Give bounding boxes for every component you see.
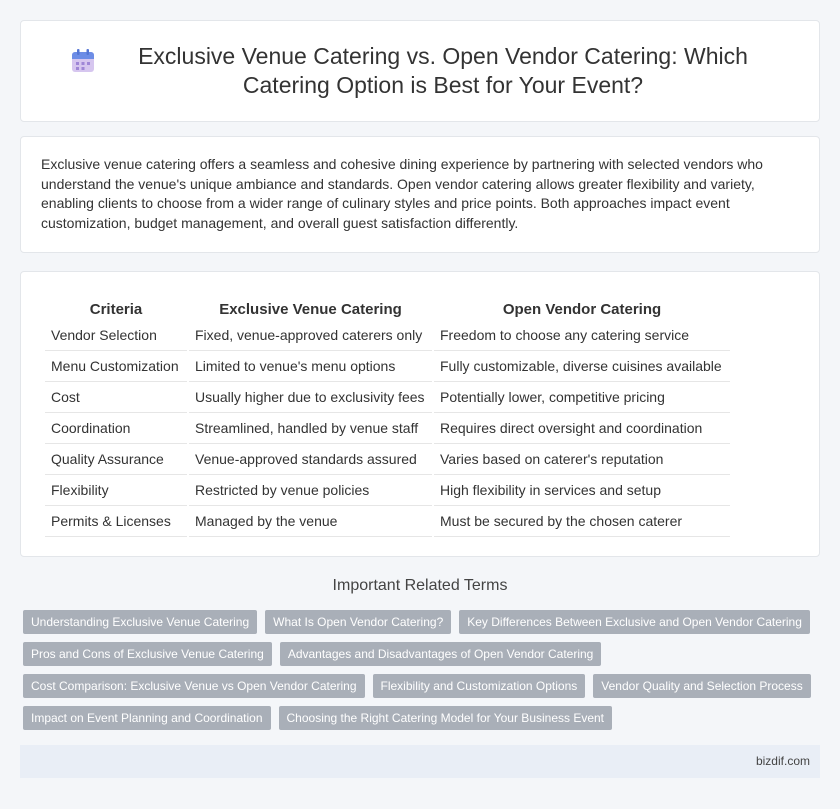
related-term-tag[interactable]: Vendor Quality and Selection Process	[593, 674, 810, 698]
table-cell: Flexibility	[45, 475, 187, 506]
header-card	[20, 20, 820, 122]
table-row	[45, 444, 730, 475]
comparison-table	[43, 294, 732, 537]
table-cell: Restricted by venue policies	[189, 475, 432, 506]
related-term-tag[interactable]: Key Differences Between Exclusive and Open Vendor Catering	[459, 610, 810, 634]
tag-row	[23, 642, 823, 666]
related-term-tag[interactable]: Advantages and Disadvantages of Open Vendor Catering	[280, 642, 602, 666]
related-term-tag[interactable]: Pros and Cons of Exclusive Venue Catering	[23, 642, 272, 666]
table-row	[45, 382, 730, 413]
tag-row	[23, 706, 823, 730]
header-exclusive: Exclusive Venue Catering	[219, 301, 402, 318]
table-cell: Fully customizable, diverse cuisines available	[434, 351, 730, 382]
table-cell: Requires direct oversight and coordination	[434, 413, 730, 444]
table-cell: Must be secured by the chosen caterer	[434, 506, 730, 537]
intro-card	[20, 136, 820, 253]
footer-site-link[interactable]: bizdif.com	[755, 754, 810, 768]
table-row	[45, 320, 730, 351]
related-term-tag[interactable]: Understanding Exclusive Venue Catering	[23, 610, 257, 634]
table-cell: Potentially lower, competitive pricing	[434, 382, 730, 413]
table-row	[45, 351, 730, 382]
intro-paragraph: Exclusive venue catering offers a seamless and cohesive dining experience by partnering with selected vendors who understand the venue's unique ambiance and standards. Open vendor catering allows greater flexibility and variety, enabling clients to choose from a wider range of culinary styles and price points. Both approaches impact event customization, budget management, and overall guest satisfaction differently.	[41, 156, 763, 231]
related-terms-title: Important Related Terms	[332, 577, 508, 594]
table-cell: Streamlined, handled by venue staff	[189, 413, 432, 444]
table-row	[45, 475, 730, 506]
tag-row	[23, 674, 823, 698]
table-row	[45, 506, 730, 537]
related-term-tag[interactable]: Cost Comparison: Exclusive Venue vs Open Vendor Catering	[23, 674, 365, 698]
table-cell: Managed by the venue	[189, 506, 432, 537]
page-title: Exclusive Venue Catering vs. Open Vendor Catering: Which Catering Option is Best for Your Event?	[138, 43, 748, 98]
calendar-icon	[70, 48, 96, 74]
table-cell: Venue-approved standards assured	[189, 444, 432, 475]
related-term-tag[interactable]: What Is Open Vendor Catering?	[265, 610, 451, 634]
table-cell: Varies based on caterer's reputation	[434, 444, 730, 475]
related-term-tag[interactable]: Impact on Event Planning and Coordination	[23, 706, 271, 730]
comparison-table-card	[20, 271, 820, 557]
related-terms-tags	[23, 610, 823, 738]
table-cell: High flexibility in services and setup	[434, 475, 730, 506]
table-row	[45, 413, 730, 444]
footer	[20, 745, 820, 778]
table-cell: Menu Customization	[45, 351, 187, 382]
related-term-tag[interactable]: Choosing the Right Catering Model for Your Business Event	[279, 706, 613, 730]
table-cell: Usually higher due to exclusivity fees	[189, 382, 432, 413]
title-wrap	[70, 42, 770, 100]
header-open: Open Vendor Catering	[502, 301, 662, 318]
table-cell: Vendor Selection	[45, 320, 187, 351]
table-cell: Permits & Licenses	[45, 506, 187, 537]
tag-row	[23, 610, 823, 634]
related-term-tag[interactable]: Flexibility and Customization Options	[373, 674, 586, 698]
table-cell: Fixed, venue-approved caterers only	[189, 320, 432, 351]
table-cell: Cost	[45, 382, 187, 413]
table-cell: Freedom to choose any catering service	[434, 320, 730, 351]
table-cell: Quality Assurance	[45, 444, 187, 475]
table-header-row	[45, 294, 730, 320]
header-criteria: Criteria	[89, 301, 143, 318]
table-cell: Coordination	[45, 413, 187, 444]
table-cell: Limited to venue's menu options	[189, 351, 432, 382]
